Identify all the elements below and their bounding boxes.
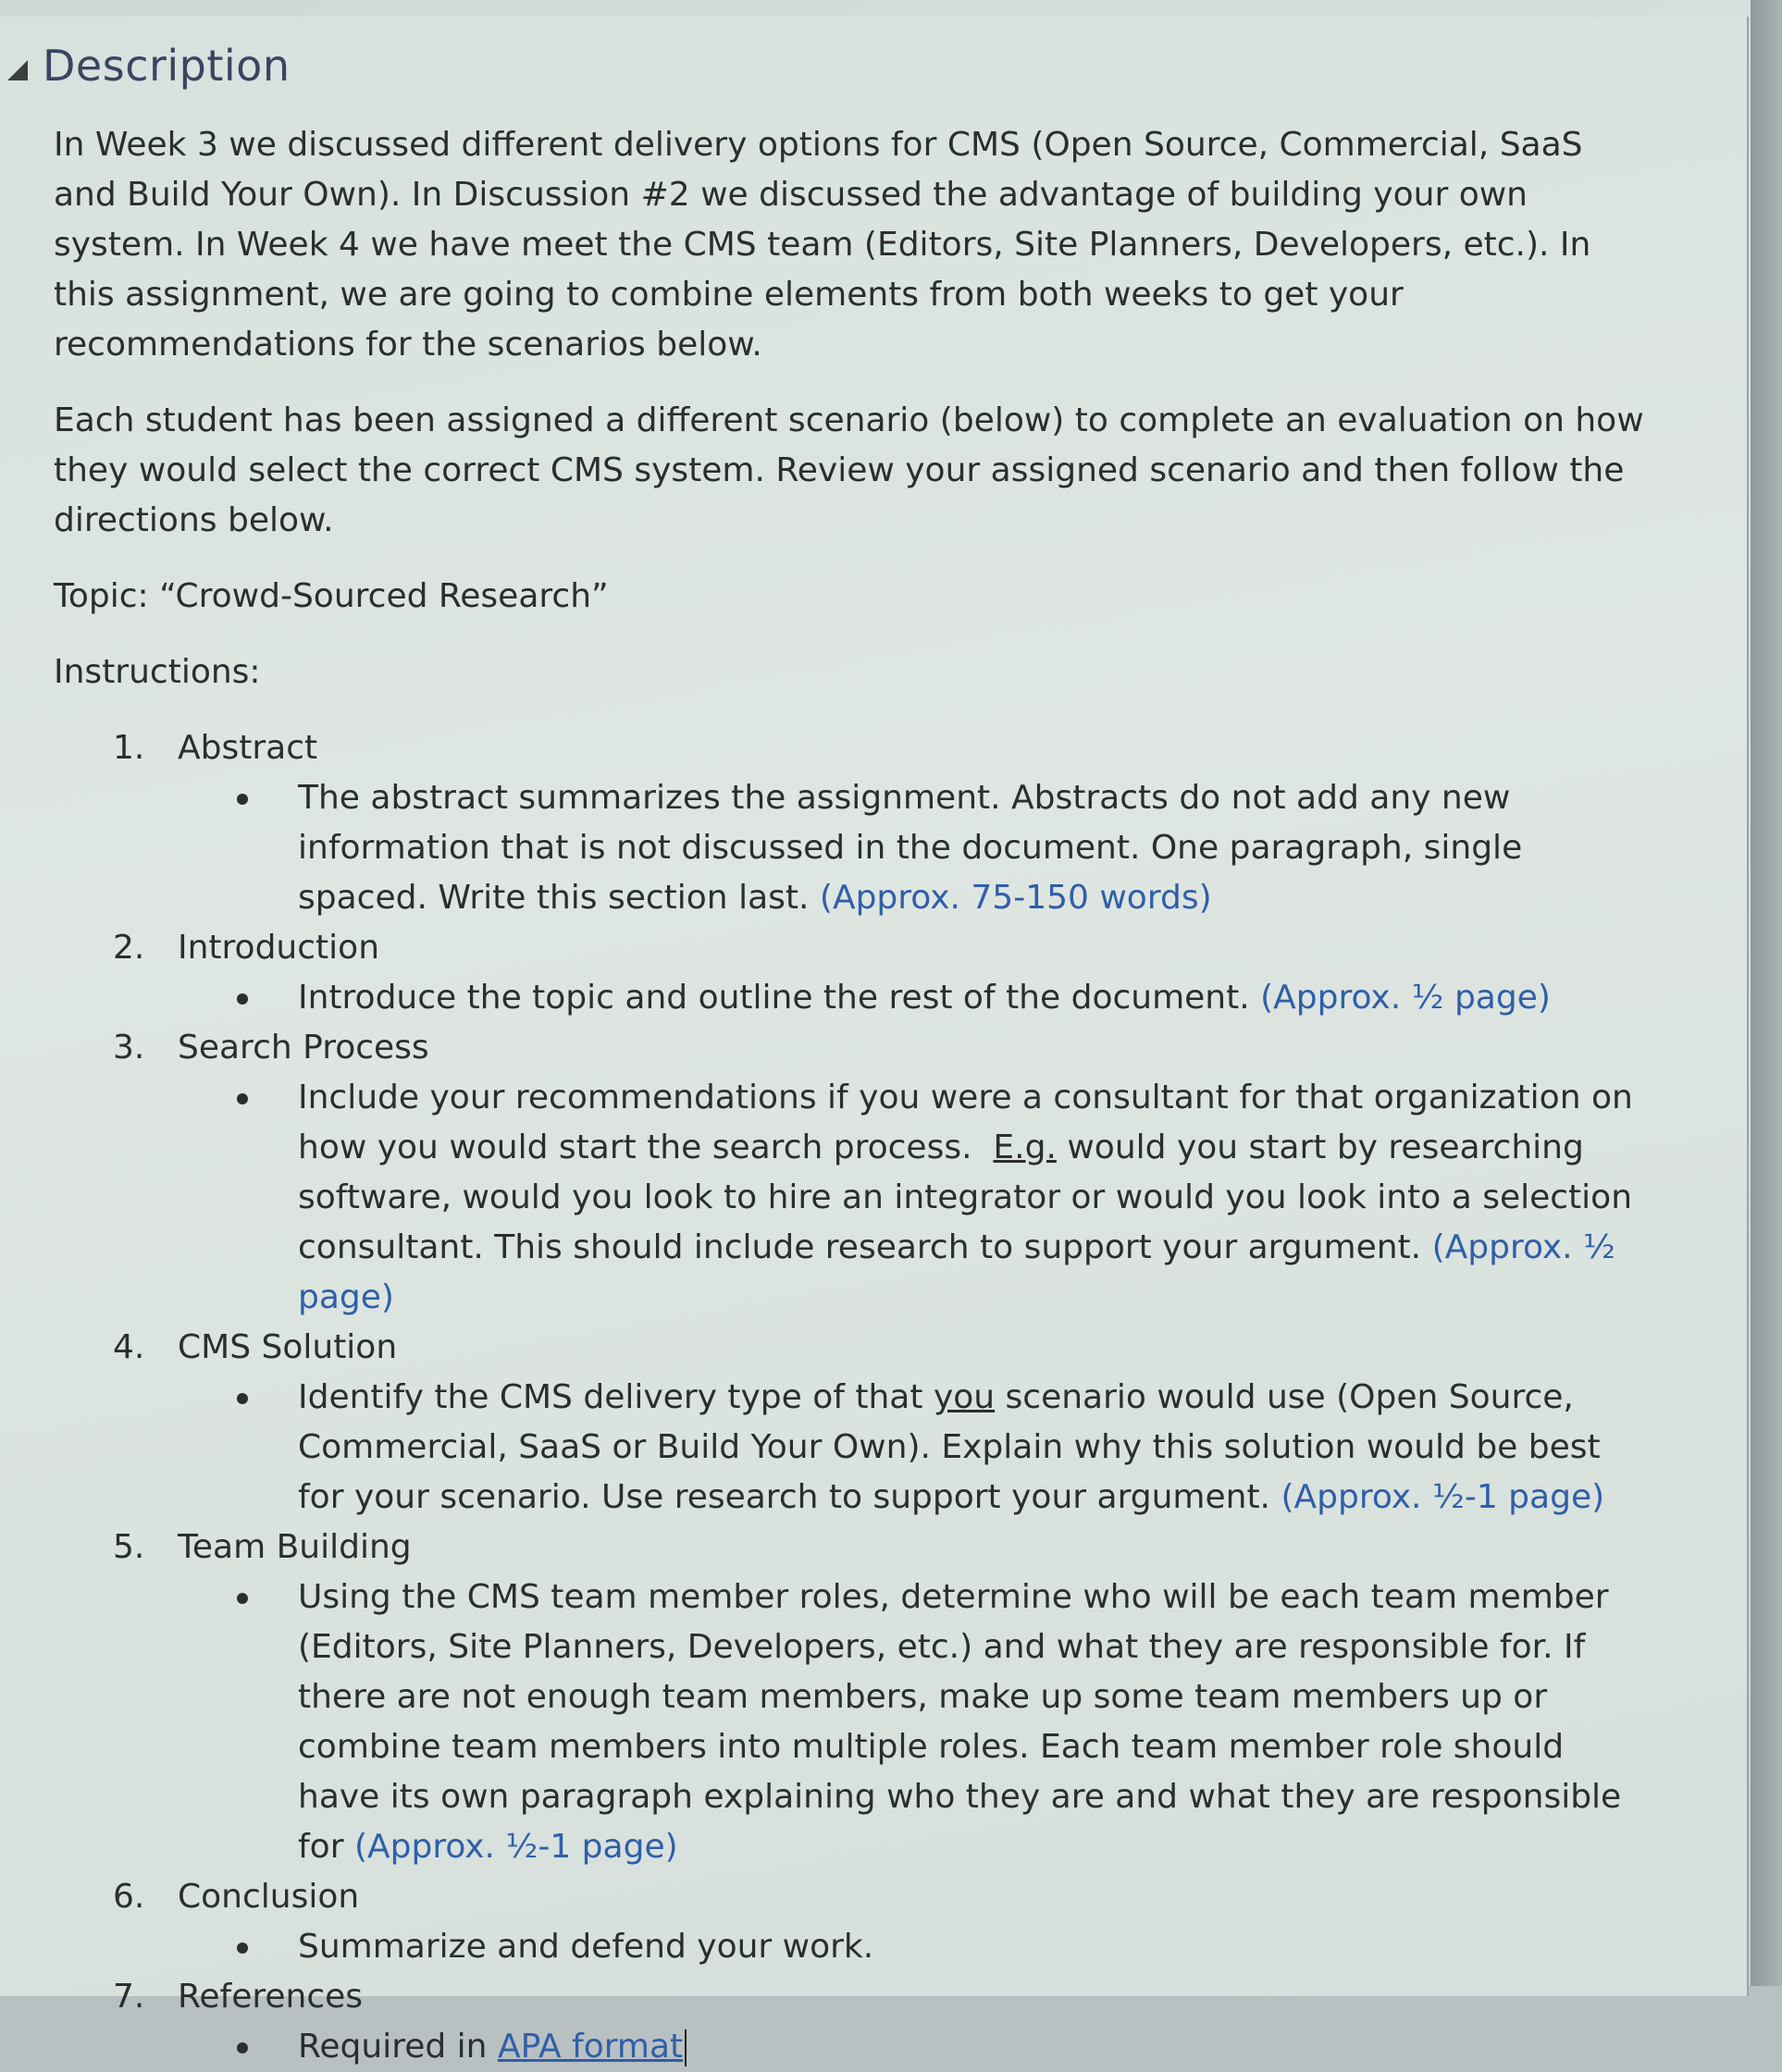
- length-guideline: (Approx. ½ page): [1260, 979, 1551, 1017]
- step-search-process: [54, 1023, 1645, 1323]
- apa-format-link[interactable]: APA format: [497, 2028, 684, 2066]
- instructions-label: Instructions:: [54, 653, 261, 691]
- intro-paragraph: In Week 3 we discussed different delivery options for CMS (Open Source, Commercial, SaaS and Build Your Own). In Discussion #2 we discussed the advantage of building your own system. In Week 4 we have meet the CMS team (Editors, Site Planners, Developers, etc.). In this assignment, we are going to combine elements from both weeks to get your recommendations for the scenarios below.: [54, 126, 1591, 364]
- description-panel: [0, 17, 1749, 2066]
- step-number: 1.: [113, 729, 145, 767]
- step-title: CMS Solution: [178, 1328, 398, 1366]
- step-introduction: [54, 923, 1645, 1023]
- step-number: 5.: [113, 1528, 145, 1566]
- step-description: Include your recommendations if you were a consultant for that organization on how you would start the search process. E.g. would you start by researching software, would you look to hire an integrator or would you look into a selection consultant. This should include research to support your argument. (Approx. ½ page): [298, 1079, 1633, 1316]
- step-description: Introduce the topic and outline the rest of the document. (Approx. ½ page): [298, 979, 1551, 1017]
- instruction-steps: [54, 723, 1645, 2072]
- step-title: Introduction: [178, 929, 380, 967]
- step-number: 6.: [113, 1878, 145, 1916]
- step-description: Using the CMS team member roles, determine who will be each team member (Editors, Site Planners, Developers, etc.) and what they are responsible for. If there are not enough team members, make up some team members up or combine team members into multiple roles. Each team member role should have its own paragraph explaining who they are and what they are responsible for (Approx. ½-1 page): [298, 1578, 1622, 1866]
- step-title: Conclusion: [178, 1878, 360, 1916]
- step-references: [54, 1972, 1645, 2072]
- description-content: [54, 120, 1645, 2072]
- step-cms-solution: [54, 1323, 1645, 1523]
- step-description: Summarize and defend your work.: [298, 1928, 874, 1966]
- step-description: Identify the CMS delivery type of that you scenario would use (Open Source, Commercial, SaaS or Build Your Own). Explain why this solution would be best for your scenario. Use research to support your argument. (Approx. ½-1 page): [298, 1378, 1605, 1516]
- collapse-triangle-icon[interactable]: [7, 60, 28, 80]
- window-edge: [1751, 0, 1782, 1986]
- bullet-icon: [237, 1593, 248, 1604]
- intro-paragraph: Each student has been assigned a different scenario (below) to complete an evaluation on how they would select the correct CMS system. Review your assigned scenario and then follow the directions below.: [54, 401, 1644, 539]
- underlined-text: you: [933, 1378, 996, 1416]
- bullet-icon: [237, 1093, 248, 1104]
- topic-line: Topic: “Crowd-Sourced Research”: [54, 577, 609, 615]
- length-guideline: (Approx. ½-1 page): [353, 1828, 678, 1866]
- bullet-icon: [237, 794, 248, 805]
- step-title: Search Process: [178, 1029, 429, 1067]
- step-number: 3.: [113, 1029, 145, 1067]
- length-guideline: (Approx. ½-1 page): [1281, 1478, 1605, 1516]
- step-description: Required in APA format: [298, 2022, 1645, 2072]
- bullet-icon: [237, 2042, 248, 2054]
- step-number: 7.: [113, 1978, 145, 2016]
- step-team-building: [54, 1523, 1645, 1872]
- description-toggle[interactable]: [7, 41, 290, 91]
- step-title: Team Building: [178, 1528, 412, 1566]
- step-number: 4.: [113, 1328, 145, 1366]
- step-conclusion: [54, 1872, 1645, 1972]
- step-title: References: [178, 1978, 364, 2016]
- bullet-icon: [237, 993, 248, 1005]
- length-guideline: (Approx. 75-150 words): [819, 879, 1212, 917]
- step-abstract: [54, 723, 1645, 923]
- bullet-icon: [237, 1942, 248, 1954]
- length-guideline: (Approx. ½ page): [298, 1228, 1615, 1316]
- step-description: The abstract summarizes the assignment. Abstracts do not add any new information that is not discussed in the document. One paragraph, single spaced. Write this section last. (Approx. 75-150 words): [298, 779, 1523, 917]
- bullet-icon: [237, 1393, 248, 1404]
- underlined-text: E.g.: [993, 1128, 1057, 1166]
- section-title: Description: [43, 41, 291, 91]
- step-title: Abstract: [178, 729, 318, 767]
- text-cursor: [685, 2029, 687, 2066]
- step-number: 2.: [113, 929, 145, 967]
